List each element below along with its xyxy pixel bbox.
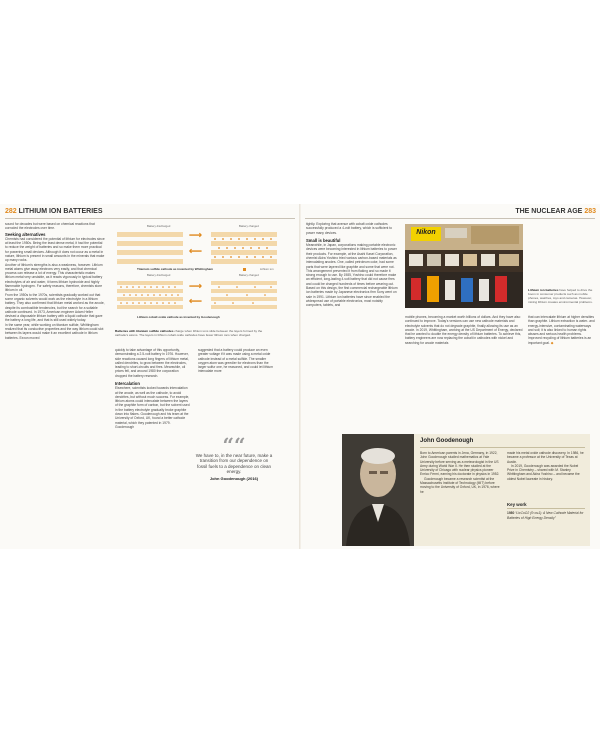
page-gutter <box>299 204 301 549</box>
john-goodenough-photo <box>342 434 414 546</box>
label-battery-charged-top: Battery charged <box>239 224 259 228</box>
section-heading: Intercalation <box>115 381 140 387</box>
book-spread <box>0 204 600 549</box>
diagram-caption-cobalt: Lithium cobalt oxide cathode as invented by Goodenough <box>137 315 220 319</box>
paragraph: suggested that a battery could produce an even greater voltage if it was made using a metal oxide cathode instead of a metal sulfide. The smaller oxygen atom was greedier for electrons than the larger sulfur one, he reasoned, and could let lithium intercalate more <box>198 348 273 374</box>
shop-sign: Nikon <box>416 229 436 236</box>
paragraph: Elsewhere, scientists looked towards intercalation at the anode, as well as the cathode, to avoid dendrites, but without much success. For example, lithium atoms could intercalate between the layers of the graphite form of carbon, but the solvent used in the battery electrolyte gradually broke graphite down into flakes. Goodenough and his team at the University of Oxford, UK, found a better cathode material, which they patented in 1979. Goodenough <box>115 386 190 429</box>
section-heading: Seeking alternatives <box>5 231 46 237</box>
key-work <box>507 503 585 520</box>
column-2 <box>115 348 190 429</box>
paragraph: In 2019, Goodenough was awarded the Nobel Prize in Chemistry – shared with M. Stanley Whittingham and Akira Yoshino – and became the oldest Nobel laureate in history. <box>507 463 580 481</box>
paragraph: made his metal oxide cathode discovery. In 1986, he became a professor at the University of Texas at Austin. <box>507 451 584 464</box>
label-lithium-ion: Lithium ion <box>260 267 274 271</box>
header-rule-right <box>305 218 595 219</box>
paragraph: From the 1950s to the 1970s, scientists gradually worked out that some organic solvents would work as the electrolyte in a lithium battery. They also confirmed that lithium metal worked as the anode, despite its combustible tendencies, but the search for a suitable cathode continued. In 1973, American engineer Adam Heller devised a disposable lithium battery with a liquid cathode that gave the battery a long life, and that is still used widely today. <box>5 292 105 323</box>
paragraph: Goodenough became a research scientist at the Massachusetts Institute of Technology (MIT) before moving to the University of Oxford, UK, in 1976, where he <box>420 476 500 494</box>
cathode-diagram <box>115 220 280 323</box>
paragraph: Chemists had considered the potential of lithium for electrodes since at least the 1950s. Being the least dense metal, it had the potential to reduce the weight of batteries and so make them more practical for powering small devices. Although it does not occur as a metal in nature, lithium is present in small amounts in the minerals that make up many rocks. <box>5 236 105 263</box>
section-heading: Small is beautiful <box>306 237 341 243</box>
titanium-sulfide-charged <box>211 232 277 264</box>
diagram-caption-titanium: Titanium sulfide cathode as invented by Whittingham <box>137 267 213 271</box>
portrait-illustration <box>342 434 414 546</box>
label-battery-discharged-bottom: Battery discharged <box>147 273 171 277</box>
column-3 <box>198 348 276 374</box>
paragraph: Another of lithium's strengths is also a weakness, however. Lithium metal atoms give away electrons very easily, and that chemical process can release a lot of energy. This characteristic makes lithium metal very unstable, as it reacts vigorously in typical battery electrolytes of air and water, it forms lithium hydroxide and highly flammable hydrogen. For safety reasons, therefore, chemists store lithium in oil. <box>5 262 103 293</box>
paragraph: quickly to take advantage of this opportunity, demonstrating a 2.5-volt battery in 1976. However, side reactions caused long fingers of lithium metal, called dendrites, to grow between the electrodes, leading to short-circuits and fires. Meanwhile, oil prices fell, and around 1980 the corporation dropped the battery research. <box>115 348 189 378</box>
photo-caption <box>528 288 596 304</box>
column-1 <box>5 222 105 340</box>
bio-divider <box>420 447 585 448</box>
paragraph-text: that can intercalate lithium at higher densities than graphite. Lithium extraction is water- and energy-intensive, contaminating waterways and soil; it is also linked to human rights abuses and serious health problems. Improved recycling of lithium batteries is an important goal. <box>528 315 595 345</box>
arrow-right-icon: ⟶ <box>189 230 202 240</box>
key-work-title: “LixCoO2 (0<x≤1): A New Cathode Material for Batteries of High Energy Density” <box>507 511 584 520</box>
bio-column-2 <box>507 451 585 481</box>
label-battery-charged-bottom: Battery charged <box>239 273 259 277</box>
paragraph: Based on this design, the first commercial rechargeable lithium ion batteries made by Japanese electronics firm Sony went on sale in 1991. Lithium ion batteries have since enabled the widespread use of portable electronics, most notably computers, tablets, and <box>306 286 398 308</box>
column-6 <box>528 315 596 345</box>
paragraph: sound for decades but were based on chemical reactions that corroded the electrodes over time. <box>5 222 95 231</box>
label-battery-discharged-top: Battery discharged <box>147 224 171 228</box>
paragraph: mobile phones, becoming a market worth billions of dollars. And they have also continued to improve. Today's versions can use new cathode materials and electrolyte solvents that do not degrade graphite, finally allowing its use as an anode. In 2019, Whittingham, working at the US Department of Energy, declared that he wanted to double the energy density of lithium batteries. To achieve this, battery engineers are now replacing the cobalt in cathodes with nickel and searching for anode materials <box>405 315 523 345</box>
figure-caption-text: charge when lithium ions slide between the layers formed by the cathode's atoms. The layers in lithium cobalt oxide cathodes have fewer lithium ions when charged. <box>115 329 263 337</box>
right-page-number: 283 <box>584 208 596 215</box>
figure-caption-bold: Batteries with titanium sulfide cathodes <box>115 329 174 333</box>
quote-text: We have to, in the near future, make a transition from our dependence on fossil fuels to a dependence on clean energy. <box>195 453 273 475</box>
bio-title: John Goodenough <box>420 438 474 444</box>
pull-quote <box>195 433 273 481</box>
end-mark-icon: ◆ <box>550 340 554 345</box>
arrow-left-icon: ⟵ <box>189 296 202 306</box>
photo-caption-text: have helped to drive the boom in consumer products such as mobile phones, watches, toys and cameras. However, mining lithium creates environmental problems. <box>528 288 593 304</box>
paragraph: Meanwhile, in Japan, corporations making portable electronic devices were becoming interested in lithium batteries to power their products. For example, at the Asahi Kasei Corporation, chemist Akira Yoshino tried various carbon-based materials as intercalating anodes. One, called petroleum coke, had some parts that were layered like graphite and some that were not. This arrangement prevented it from flaking and so made it strong enough to use. By 1985, Yoshino could therefore make an efficient, long-lasting 4-volt battery that did not cause fires and could be charged hundreds of times before wearing out. <box>306 243 397 286</box>
titanium-sulfide-discharged <box>117 232 183 264</box>
left-header-title: LITHIUM ION BATTERIES <box>18 208 103 215</box>
left-page-number: 282 <box>5 208 17 215</box>
photo-caption-bold: Lithium ion batteries <box>528 288 559 292</box>
column-5 <box>405 315 523 345</box>
cobalt-oxide-discharged <box>117 281 183 309</box>
paragraph: Born to American parents in Jena, Germany, in 1922, John Goodenough studied mathematics at Yale University before serving as a meteorologist in the US Army during World War II. He then studied at the University of Chicago with nuclear physics pioneer Enrico Fermi, earning his doctorate in physics in 1952. <box>420 451 500 477</box>
paragraph: In the same year, while working on titanium sulfide, Whittingham realized that its conductive properties and the way lithium could slot between its layers would make it an excellent cathode in lithium batteries. Exxon moved <box>5 322 104 340</box>
quote-author: John Goodenough (2016) <box>209 475 259 481</box>
shop-photo-illustration <box>405 224 523 308</box>
arrow-left-icon: ⟵ <box>189 246 202 256</box>
figure-caption <box>115 329 275 337</box>
header-rule-left <box>5 218 295 219</box>
bio-column-1 <box>420 451 502 494</box>
cobalt-oxide-charged <box>211 281 277 309</box>
right-header-title: THE NUCLEAR AGE <box>515 208 583 215</box>
paragraph: tightly. Exploring that avenue with cobalt oxide cathodes successfully produced a 4-volt battery, which is sufficient to power many devices. <box>306 222 393 235</box>
biography-box <box>342 434 590 546</box>
electronics-shop-photo <box>405 224 523 308</box>
paragraph <box>528 315 596 345</box>
column-4 <box>306 222 398 308</box>
quote-mark-icon: ““ <box>222 433 246 457</box>
key-work-heading: Key work <box>507 503 585 509</box>
key-work-year: 1980 <box>507 511 515 516</box>
arrow-right-icon: ⟶ <box>189 281 202 291</box>
